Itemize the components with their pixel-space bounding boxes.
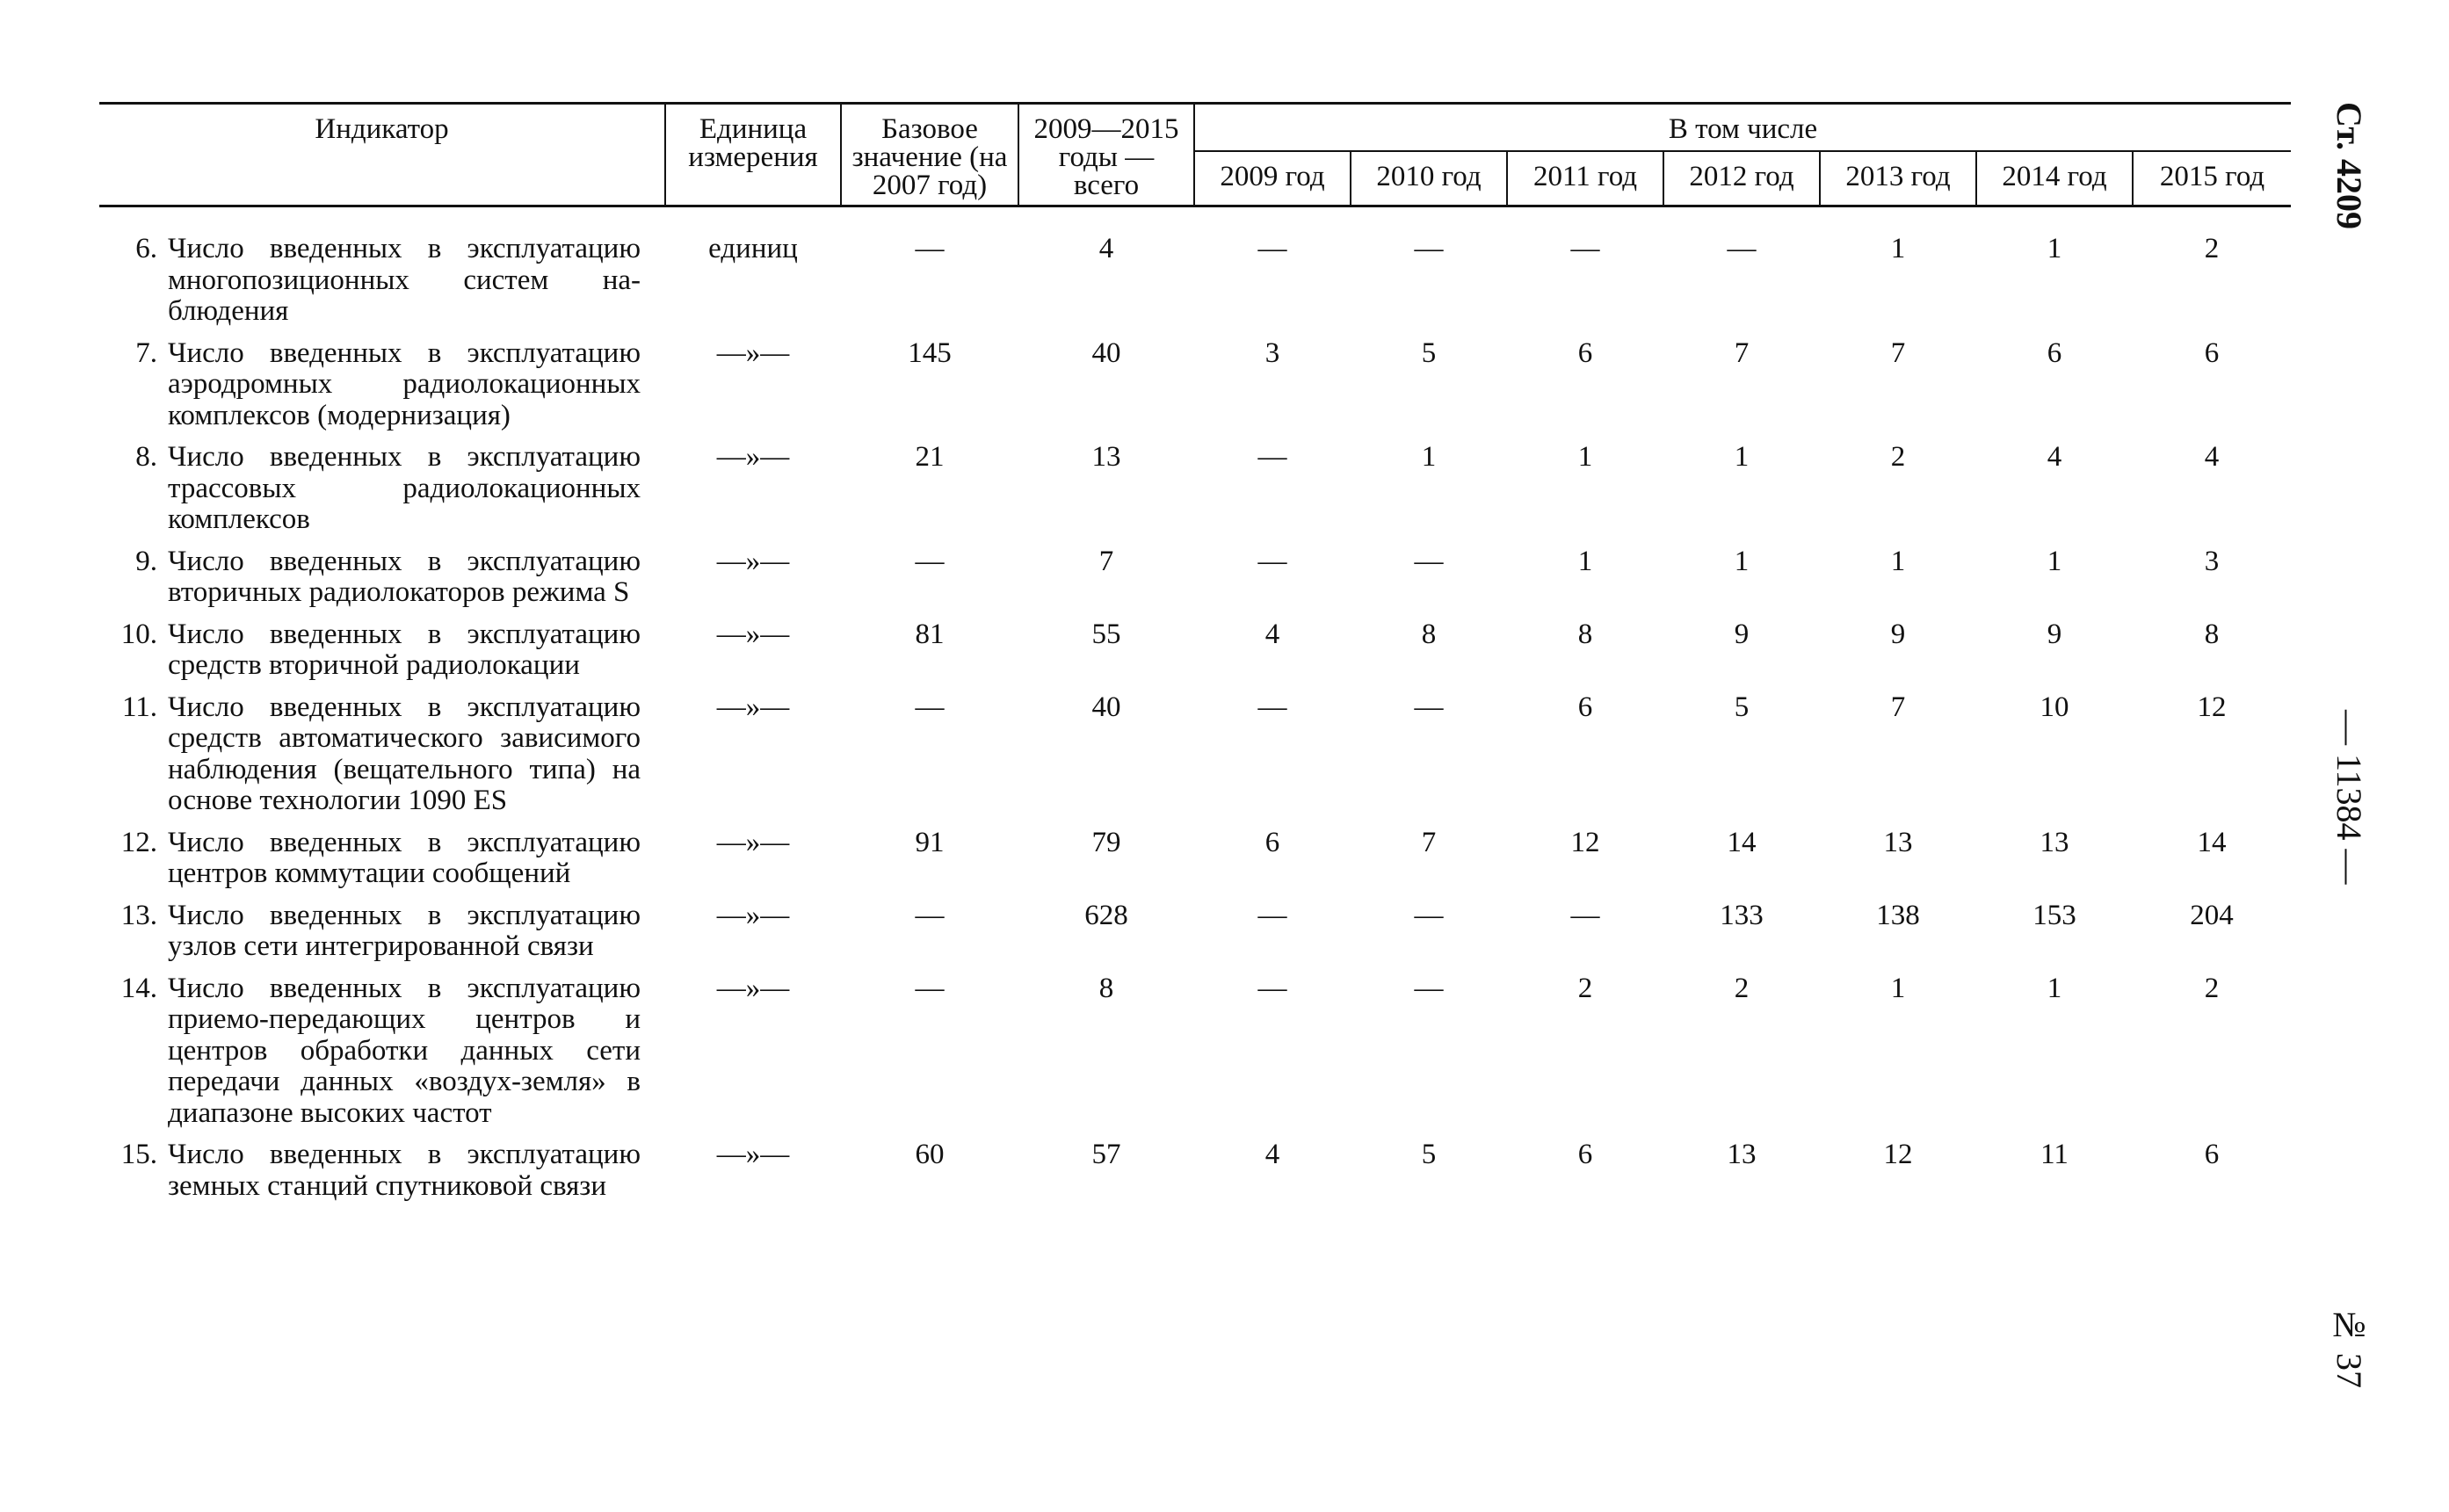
total-cell: 7 bbox=[1098, 545, 1114, 577]
year-value-cell: 6 bbox=[1264, 826, 1280, 858]
base-value-cell: — bbox=[915, 972, 945, 1004]
year-value-cell: 7 bbox=[1734, 336, 1750, 369]
year-value-cell: 1 bbox=[1421, 441, 1437, 473]
header-year: 2012 год bbox=[1663, 151, 1820, 206]
year-value-cell: 2 bbox=[1577, 972, 1593, 1004]
row-number: 6. bbox=[135, 233, 157, 264]
row-number: 12. bbox=[120, 826, 157, 858]
base-value-cell: 21 bbox=[915, 441, 945, 473]
total-cell: 8 bbox=[1098, 972, 1114, 1004]
indicator-text: Число введенных в эксплуатацию земных станций спутниковой связи bbox=[168, 1139, 641, 1202]
header-year: 2009 год bbox=[1194, 151, 1351, 206]
row-number: 11. bbox=[121, 691, 157, 723]
year-value-cell: 204 bbox=[2190, 899, 2234, 931]
table-body bbox=[99, 206, 2291, 1213]
unit-cell: —»— bbox=[716, 899, 790, 931]
year-value-cell: — bbox=[1414, 899, 1444, 931]
unit-cell: единиц bbox=[708, 233, 798, 264]
header-indicator: Индикатор bbox=[99, 104, 665, 206]
indicator-text: Число введенных в эксплуатацию вторичных радиолокаторов режима S bbox=[168, 545, 641, 608]
row-number: 13. bbox=[120, 899, 157, 931]
table-header bbox=[99, 104, 2291, 206]
indicator-table bbox=[99, 102, 2291, 1212]
table-row bbox=[99, 828, 2291, 901]
year-value-cell: 13 bbox=[1727, 1139, 1757, 1170]
total-cell: 13 bbox=[1091, 441, 1121, 473]
table-row bbox=[99, 901, 2291, 973]
table-row bbox=[99, 206, 2291, 338]
year-value-cell: 1 bbox=[1734, 441, 1750, 473]
year-value-cell: 11 bbox=[2040, 1139, 2069, 1170]
header-including: В том числе bbox=[1194, 104, 2291, 151]
unit-cell: —»— bbox=[716, 618, 790, 650]
header-year: 2010 год bbox=[1351, 151, 1507, 206]
indicator-cell bbox=[99, 901, 665, 973]
year-value-cell: 7 bbox=[1421, 826, 1437, 858]
year-value-cell: 1 bbox=[1734, 545, 1750, 577]
year-value-cell: — bbox=[1257, 545, 1287, 577]
table-row bbox=[99, 692, 2291, 828]
year-value-cell: — bbox=[1257, 899, 1287, 931]
indicator-cell bbox=[99, 1139, 665, 1212]
year-value-cell: 5 bbox=[1421, 336, 1437, 369]
indicator-text: Число введенных в эксплуатацию аэродромных радиолокационных комплексов (модернизация) bbox=[168, 336, 641, 431]
year-value-cell: — bbox=[1257, 691, 1287, 723]
row-number: 14. bbox=[120, 972, 157, 1004]
year-value-cell: 6 bbox=[2204, 1139, 2220, 1170]
year-value-cell: 1 bbox=[1890, 972, 1906, 1004]
year-value-cell: 12 bbox=[2197, 691, 2227, 723]
indicator-text: Число введенных в эксплуатацию узлов сети интегрированной связи bbox=[168, 899, 641, 962]
year-value-cell: 5 bbox=[1734, 691, 1750, 723]
year-value-cell: — bbox=[1570, 233, 1600, 264]
indicator-text: Число введенных в эксплуатацию приемо-передающих центров и центров обработки данных сети передачи данных «воздух-земля» в диапазоне высоких частот bbox=[168, 972, 641, 1129]
unit-cell: —»— bbox=[716, 691, 790, 723]
year-value-cell: 2 bbox=[1734, 972, 1750, 1004]
header-year: 2013 год bbox=[1820, 151, 1976, 206]
year-value-cell: 153 bbox=[2032, 899, 2076, 931]
year-value-cell: 4 bbox=[2204, 441, 2220, 473]
year-value-cell: 1 bbox=[1890, 233, 1906, 264]
year-value-cell: 6 bbox=[1577, 1139, 1593, 1170]
indicator-text: Число введенных в эксплуатацию средств автоматического зависимого наблюдения (вещательного типа) на основе технологии 1090 ES bbox=[168, 691, 641, 816]
base-value-cell: — bbox=[915, 691, 945, 723]
year-value-cell: 13 bbox=[2040, 826, 2069, 858]
indicator-cell bbox=[99, 206, 665, 338]
year-value-cell: 1 bbox=[1577, 441, 1593, 473]
year-value-cell: 14 bbox=[1727, 826, 1757, 858]
unit-cell: —»— bbox=[716, 336, 790, 369]
header-unit: Единица измерения bbox=[665, 104, 841, 206]
year-value-cell: 9 bbox=[1890, 618, 1906, 650]
year-value-cell: 12 bbox=[1883, 1139, 1913, 1170]
indicator-text: Число введенных в эксплуатацию многопозиционных систем наблюдения bbox=[168, 233, 641, 327]
total-cell: 57 bbox=[1091, 1139, 1121, 1170]
year-value-cell: 2 bbox=[2204, 233, 2220, 264]
base-value-cell: 145 bbox=[908, 336, 952, 369]
year-value-cell: 8 bbox=[1421, 618, 1437, 650]
year-value-cell: 9 bbox=[1734, 618, 1750, 650]
unit-cell: —»— bbox=[716, 545, 790, 577]
year-value-cell: 2 bbox=[2204, 972, 2220, 1004]
year-value-cell: — bbox=[1257, 441, 1287, 473]
table-row bbox=[99, 442, 2291, 546]
unit-cell: —»— bbox=[716, 972, 790, 1004]
page-number-label: Ст. 4209 bbox=[2329, 102, 2369, 229]
year-value-cell: 2 bbox=[1890, 441, 1906, 473]
year-value-cell: 5 bbox=[1421, 1139, 1437, 1170]
year-value-cell: 1 bbox=[2047, 233, 2062, 264]
table-row bbox=[99, 1139, 2291, 1212]
base-value-cell: 91 bbox=[915, 826, 945, 858]
base-value-cell: — bbox=[915, 545, 945, 577]
row-number: 10. bbox=[120, 618, 157, 650]
year-value-cell: 6 bbox=[2204, 336, 2220, 369]
total-cell: 40 bbox=[1091, 691, 1121, 723]
base-value-cell: 60 bbox=[915, 1139, 945, 1170]
header-year: 2011 год bbox=[1507, 151, 1663, 206]
year-value-cell: 4 bbox=[2047, 441, 2062, 473]
header-year: 2015 год bbox=[2133, 151, 2291, 206]
year-value-cell: — bbox=[1257, 233, 1287, 264]
year-value-cell: — bbox=[1414, 691, 1444, 723]
year-value-cell: 1 bbox=[1577, 545, 1593, 577]
row-number: 9. bbox=[135, 545, 157, 577]
total-cell: 4 bbox=[1098, 233, 1114, 264]
indicator-cell bbox=[99, 619, 665, 692]
year-value-cell: 8 bbox=[1577, 618, 1593, 650]
year-value-cell: — bbox=[1570, 899, 1600, 931]
year-value-cell: 12 bbox=[1570, 826, 1600, 858]
base-value-cell: 81 bbox=[915, 618, 945, 650]
row-number: 7. bbox=[135, 336, 157, 369]
year-value-cell: 133 bbox=[1720, 899, 1764, 931]
indicator-cell bbox=[99, 973, 665, 1140]
total-cell: 628 bbox=[1084, 899, 1128, 931]
year-value-cell: 6 bbox=[1577, 336, 1593, 369]
year-value-cell: — bbox=[1414, 545, 1444, 577]
year-value-cell: 1 bbox=[1890, 545, 1906, 577]
year-value-cell: 3 bbox=[1264, 336, 1280, 369]
year-value-cell: — bbox=[1414, 233, 1444, 264]
base-value-cell: — bbox=[915, 899, 945, 931]
unit-cell: —»— bbox=[716, 441, 790, 473]
document-number-label: — 11384 — bbox=[2329, 710, 2369, 885]
year-value-cell: 7 bbox=[1890, 336, 1906, 369]
indicator-text: Число введенных в эксплуатацию средств вторичной радиолокации bbox=[168, 618, 641, 681]
year-value-cell: 1 bbox=[2047, 972, 2062, 1004]
year-value-cell: 4 bbox=[1264, 1139, 1280, 1170]
year-value-cell: — bbox=[1414, 972, 1444, 1004]
year-value-cell: 9 bbox=[2047, 618, 2062, 650]
year-value-cell: 4 bbox=[1264, 618, 1280, 650]
year-value-cell: 10 bbox=[2040, 691, 2069, 723]
unit-cell: —»— bbox=[716, 1139, 790, 1170]
total-cell: 55 bbox=[1091, 618, 1121, 650]
header-year: 2014 год bbox=[1976, 151, 2133, 206]
indicator-cell bbox=[99, 338, 665, 443]
year-value-cell: — bbox=[1257, 972, 1287, 1004]
header-total: 2009—2015 годы — всего bbox=[1018, 104, 1194, 206]
indicator-cell bbox=[99, 692, 665, 828]
year-value-cell: 13 bbox=[1883, 826, 1913, 858]
year-value-cell: 138 bbox=[1876, 899, 1920, 931]
row-number: 8. bbox=[135, 441, 157, 473]
year-value-cell: 8 bbox=[2204, 618, 2220, 650]
indicator-cell bbox=[99, 546, 665, 619]
indicator-cell bbox=[99, 828, 665, 901]
table-row bbox=[99, 619, 2291, 692]
base-value-cell: — bbox=[915, 233, 945, 264]
table-row bbox=[99, 338, 2291, 443]
total-cell: 79 bbox=[1091, 826, 1121, 858]
indicator-cell bbox=[99, 442, 665, 546]
year-value-cell: 1 bbox=[2047, 545, 2062, 577]
year-value-cell: 6 bbox=[1577, 691, 1593, 723]
year-value-cell: 3 bbox=[2204, 545, 2220, 577]
year-value-cell: 7 bbox=[1890, 691, 1906, 723]
table-row bbox=[99, 973, 2291, 1140]
issue-number-label: № 37 bbox=[2329, 1305, 2369, 1388]
unit-cell: —»— bbox=[716, 826, 790, 858]
year-value-cell: 14 bbox=[2197, 826, 2227, 858]
table-row bbox=[99, 546, 2291, 619]
year-value-cell: 6 bbox=[2047, 336, 2062, 369]
row-number: 15. bbox=[120, 1139, 157, 1170]
indicator-text: Число введенных в эксплуатацию центров коммутации сообщений bbox=[168, 826, 641, 889]
indicator-text: Число введенных в эксплуатацию трассовых радиолокационных комплексов bbox=[168, 441, 641, 535]
year-value-cell: — bbox=[1727, 233, 1757, 264]
header-base: Базовое значение (на 2007 год) bbox=[841, 104, 1018, 206]
total-cell: 40 bbox=[1091, 336, 1121, 369]
